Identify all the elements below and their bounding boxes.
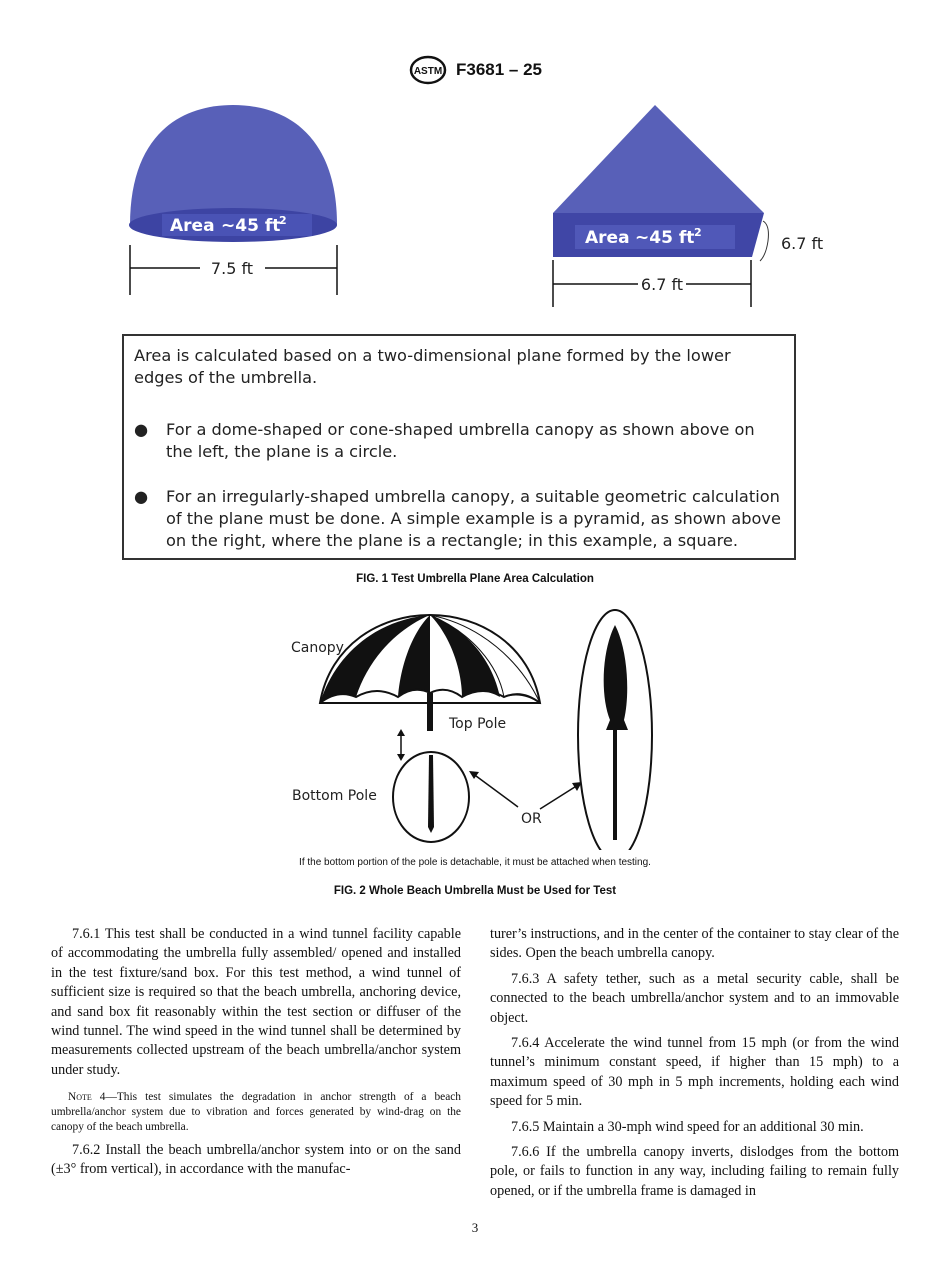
area-info-box: Area is calculated based on a two-dimensional plane formed by the lower edges of the umbrella. ● For a dome-shaped or cone-shaped umbrella canopy as shown above on the left, the plane is a circle. ● For an irregularly-shaped umbrella canopy, a suitable geometric calculation of the plane must be done. A simple example is a pyramid, as shown above on the right, where the plane is a rectangle; in this example, a square. — [122, 334, 796, 560]
bullet-icon: ● — [134, 487, 149, 506]
paragraph-7-6-4: 7.6.4 Accelerate the wind tunnel from 15 mph (or from the wind tunnel’s minimum constant speed, if higher than 15 mph) to a maximum speed of 30 mph in 5 mph increments, holding each wind speed for 5 min. — [490, 1035, 899, 1110]
paragraph-7-6-3: 7.6.3 A safety tether, such as a metal security cable, shall be connected to the beach umbrella/anchor system and to an immovable object. — [490, 970, 899, 1026]
figure-1-caption: FIG. 1 Test Umbrella Plane Area Calculation — [356, 573, 594, 585]
dome-area-value: ~45 ft — [221, 216, 281, 236]
note-4 — [51, 1090, 461, 1134]
left-column — [51, 925, 461, 1179]
dome-umbrella — [129, 105, 337, 295]
pyramid-area-value: ~45 ft — [635, 228, 695, 248]
paragraph-7-6-5: 7.6.5 Maintain a 30-mph wind speed for an additional 30 min. — [511, 1118, 864, 1135]
pyramid-height-label: 6.7 ft — [781, 234, 824, 253]
figure-1-drawing — [0, 95, 950, 315]
pyramid-area-label: Area — [585, 228, 630, 248]
note-4-text: —This test simulates the degradation in anchor strength of a beach umbrella/anchor system due to vibration and forces generated by wind-drag on the canopy of the beach umbrella. — [51, 1091, 461, 1133]
figure-2-caption: FIG. 2 Whole Beach Umbrella Must be Used for Test — [333, 885, 617, 897]
right-column — [490, 925, 899, 1201]
paragraph-7-6-1: 7.6.1 This test shall be conducted in a wind tunnel facility capable of accommodating the umbrella fully assembled/ opened and installed in the test fixture/sand box. For this test method, a wind tunnel of sufficient size is required so that the beach umbrella, anchoring device, and sand box fit reasonably within the test section or diffuser of the wind tunnel. The wind speed in the wind tunnel shall be determined by measurements collected upstream of the beach umbrella/anchor system under study. — [51, 926, 461, 1078]
info-intro: Area is calculated based on a two-dimensional plane formed by the lower edges of the umbrella. — [134, 346, 731, 387]
canopy-label: Canopy — [291, 640, 344, 656]
paragraph-7-6-2: 7.6.2 Install the beach umbrella/anchor system into or on the sand (±3° from vertical), in accordance with the manufac- — [51, 1141, 461, 1178]
or-label: OR — [521, 811, 542, 827]
dome-area-sup: 2 — [279, 214, 287, 227]
bottom-pole-label: Bottom Pole — [292, 788, 377, 804]
page-header — [0, 55, 950, 85]
umbrella-diagram — [291, 610, 652, 850]
dome-area-label: Area — [170, 216, 215, 236]
paragraph-7-6-6: 7.6.6 If the umbrella canopy inverts, dislodges from the bottom pole, or fails to function in any way, including failing to remain fully opened, or if the umbrella frame is damaged in — [490, 1144, 899, 1199]
astm-logo-icon — [408, 55, 448, 85]
figure-2-note: If the bottom portion of the pole is detachable, it must be attached when testing. — [299, 857, 651, 868]
top-pole-label: Top Pole — [449, 716, 507, 732]
bullet-icon: ● — [134, 420, 149, 439]
note-4-label: Note 4 — [68, 1091, 106, 1104]
pyramid-umbrella — [553, 105, 823, 307]
figure-2-drawing — [0, 605, 950, 850]
pyramid-area-sup: 2 — [694, 226, 702, 239]
pyramid-width-label: 6.7 ft — [640, 275, 684, 294]
designation: F3681 – 25 — [455, 60, 542, 79]
page-number: 3 — [471, 1220, 479, 1235]
paragraph-7-6-2-continued: turer’s instructions, and in the center of the container to stay clear of the sides. Open the beach umbrella canopy. — [490, 926, 899, 962]
logo-text: ASTM — [413, 66, 443, 77]
dome-width-label: 7.5 ft — [210, 259, 254, 278]
